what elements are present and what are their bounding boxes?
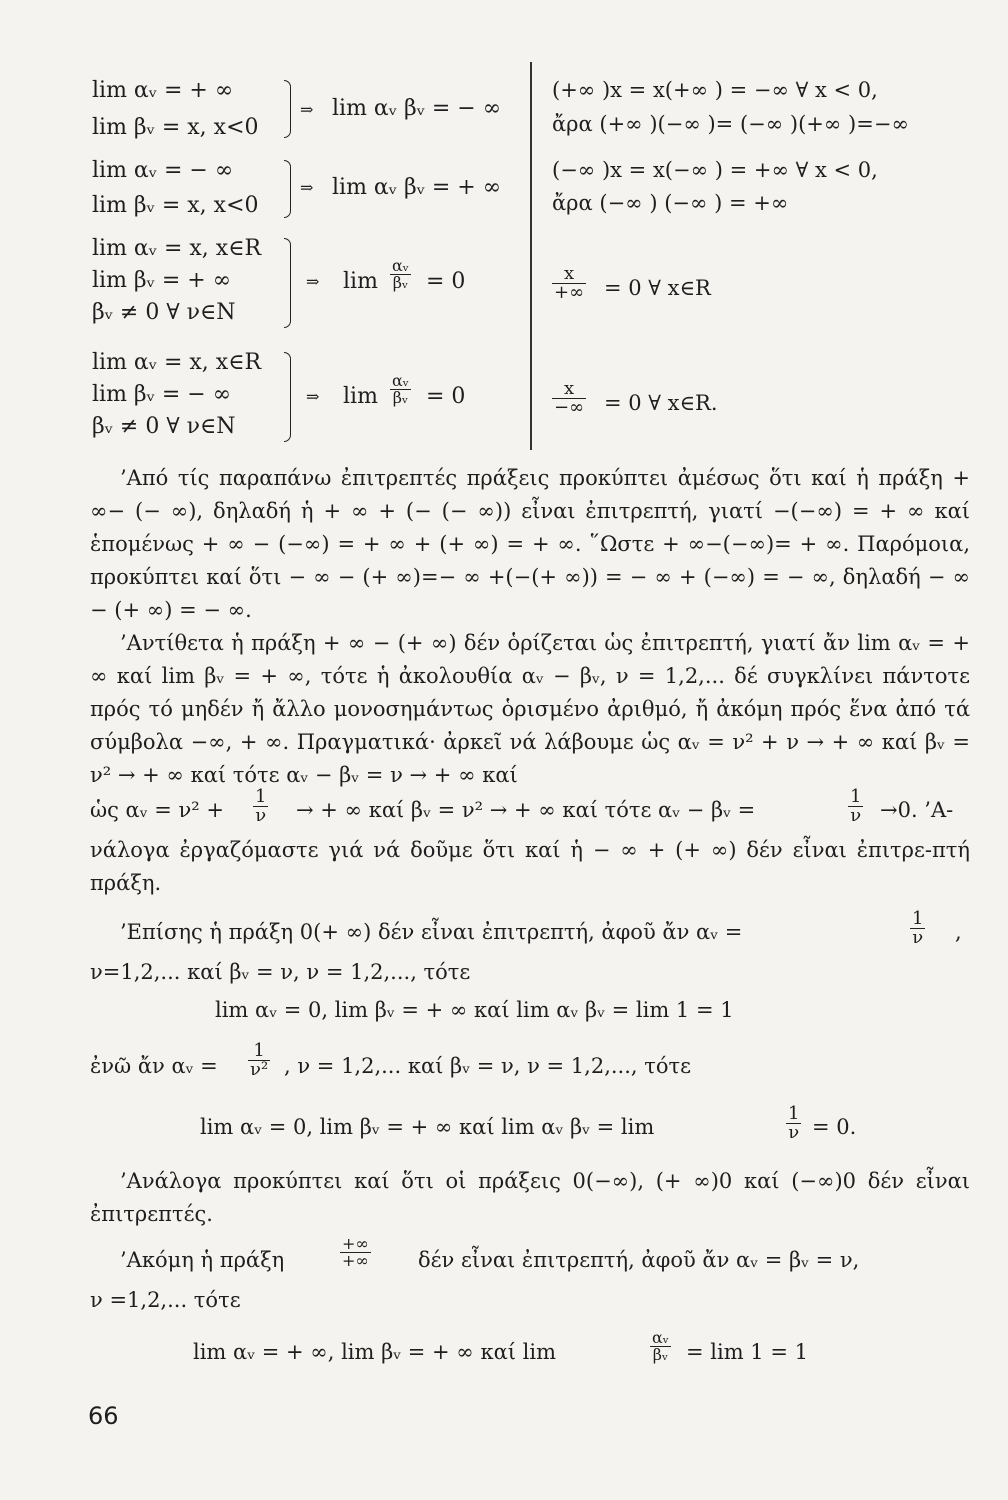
implies-arrow: ⇒ [300,178,314,197]
rule1-right-line1: (+∞ )x = x(+∞ ) = −∞ ∀ x < 0, [552,78,878,102]
rule2-right-line2: ἄρα (−∞ ) (−∞ ) = +∞ [552,191,789,215]
fraction-numerator: x [563,378,575,399]
rule3-right-tail: = 0 ∀ x∈R [604,276,711,300]
page-number: 66 [88,1402,119,1430]
implies-arrow: ⇒ [300,100,314,119]
paragraph-1: ’Από τίς παραπάνω ἐπιτρεπτές πράξεις προκύπτει ἀμέσως ὅτι καί ἡ πράξη + ∞− (− ∞), δηλαδή ἡ + ∞ + (− (− ∞)) εἶναι ἐπιτρεπτή, γιατί −(−∞) = + ∞ καί ἑπομένως + ∞ − (−∞) = + ∞ + (+ ∞) = + ∞. ῞Ωστε + ∞−(−∞)= + ∞. Παρόμοια, προκύπτει καί ὅτι − ∞ − (+ ∞)=− ∞ +(−(+ ∞)) = − ∞ + (−∞) = − ∞, δηλαδή − ∞ − (+ ∞) = − ∞. [90,466,970,622]
equation-2-end: = 0. [812,1115,857,1139]
fraction-denominator: −∞ [554,397,585,418]
table-divider [530,62,532,450]
p2-fraction-2 [848,788,863,825]
fraction-denominator: βᵥ [650,1346,671,1363]
rule4-result-lim: lim [343,384,378,409]
rule4-line3: βᵥ ≠ 0 ∀ ν∈N [92,414,236,439]
equation-1: lim αᵥ = 0, lim βᵥ = + ∞ καί lim αᵥ βᵥ = lim 1 = 1 [215,998,734,1022]
equation-2-fraction [786,1105,801,1142]
rule4-right-fraction [552,380,586,417]
fraction-numerator: αᵥ [392,256,409,275]
rule3-result-fraction [390,258,411,291]
rule2-brace [284,160,291,218]
p6-line-end: δέν εἶναι ἐπιτρεπτή, ἀφοῦ ἄν αᵥ = βᵥ = ν, [418,1248,860,1272]
rule1-right-line2: ἄρα (+∞ )(−∞ )= (−∞ )(+∞ )=−∞ [552,112,909,136]
fraction-numerator: 1 [912,908,924,929]
rule1-result: lim αᵥ βᵥ = − ∞ [332,96,502,121]
rule1-line2: lim βᵥ = x, x<0 [92,115,259,140]
p4-line-end: , ν = 1,2,... καί βᵥ = ν, ν = 1,2,..., τότε [284,1054,691,1078]
p2-fraction-line-end: →0. ’Α- [880,798,954,822]
rule4-line1: lim αᵥ = x, x∈R [92,350,262,375]
fraction-numerator: x [563,263,575,284]
p6-line-start: ’Ακόμη ἡ πράξη [120,1248,285,1272]
equation-3-end: = lim 1 = 1 [686,1340,808,1364]
fraction-denominator: βᵥ [390,389,411,406]
fraction-numerator: 1 [253,1040,265,1061]
fraction-numerator: αᵥ [652,1328,669,1347]
fraction-numerator: 1 [850,786,862,807]
rule3-right-fraction [552,265,586,302]
p6-fraction [340,1236,371,1269]
fraction-numerator: αᵥ [392,371,409,390]
equation-2-start: lim αᵥ = 0, lim βᵥ = + ∞ καί lim αᵥ βᵥ = lim [200,1115,655,1139]
fraction-denominator: +∞ [554,282,585,303]
fraction-denominator: +∞ [342,1251,369,1270]
rule3-brace [284,238,291,328]
rule2-right-line1: (−∞ )x = x(−∞ ) = +∞ ∀ x < 0, [552,158,878,182]
paragraph-5: ’Ανάλογα προκύπτει καί ὅτι οἱ πράξεις 0(−∞), (+ ∞)0 καί (−∞)0 δέν εἶναι ἐπιτρεπτές. [90,1169,970,1226]
equation-3-fraction [650,1330,671,1363]
p3-fraction [910,910,925,947]
p4-line-start: ἐνῶ ἄν αᵥ = [90,1054,218,1078]
paragraph-2: ’Αντίθετα ἡ πράξη + ∞ − (+ ∞) δέν ὁρίζεται ὡς ἐπιτρεπτή, γιατί ἄν lim αᵥ = + ∞ καί lim βᵥ = + ∞, τότε ἡ ἀκολουθία αᵥ − βᵥ, ν = 1,2,... δέ συγκλίνει πάντοτε πρός τό μηδέν ἤ ἄλλο μονοσημάντως ὁρισμένο ἀριθμό, ἤ ἀκόμη πρός ἕνα ἀπό τά σύμβολα −∞, + ∞. Πραγματικά· ἀρκεῖ νά λάβουμε ὡς αᵥ = ν² + ν → + ∞ καί βᵥ = ν² → + ∞ καί τότε αᵥ − βᵥ = ν → + ∞ καί [90,631,970,787]
paragraph-2-continued: νάλογα ἐργαζόμαστε γιά νά δοῦμε ὅτι καί ἡ − ∞ + (+ ∞) δέν εἶναι ἐπιτρε-πτή πράξη. [90,838,970,895]
rule4-result-eq: = 0 [426,384,466,409]
fraction-numerator: 1 [788,1103,800,1124]
rule4-line2: lim βᵥ = − ∞ [92,382,232,407]
fraction-denominator: ν² [250,1059,269,1080]
fraction-denominator: ν [910,928,925,947]
rule3-line3: βᵥ ≠ 0 ∀ ν∈N [92,300,236,325]
implies-arrow: ⇒ [306,387,320,406]
fraction-denominator: ν [253,806,268,825]
fraction-numerator: 1 [255,786,267,807]
rule3-line2: lim βᵥ = + ∞ [92,268,232,293]
p6-line-2: ν =1,2,... τότε [90,1288,241,1312]
p3-comma: , [955,920,962,944]
p4-fraction [248,1042,270,1079]
rule4-right-tail: = 0 ∀ x∈R. [604,391,718,415]
p2-fraction-line-start: ὡς αᵥ = ν² + [90,798,224,822]
rule4-result-fraction [390,373,411,406]
fraction-numerator: +∞ [342,1234,369,1253]
rule2-line2: lim βᵥ = x, x<0 [92,193,259,218]
implies-arrow: ⇒ [306,272,320,291]
equation-3-start: lim αᵥ = + ∞, lim βᵥ = + ∞ καί lim [193,1340,557,1364]
p2-fraction-line-middle: → + ∞ καί βᵥ = ν² → + ∞ καί τότε αᵥ − βᵥ = [296,798,756,822]
p2-fraction-1 [253,788,268,825]
fraction-denominator: βᵥ [390,274,411,291]
fraction-denominator: ν [848,806,863,825]
p3-line-2: ν=1,2,... καί βᵥ = ν, ν = 1,2,..., τότε [90,960,471,984]
rule3-result-eq: = 0 [426,269,466,294]
p3-line-start: ’Επίσης ἡ πράξη 0(+ ∞) δέν εἶναι ἐπιτρεπτή, ἀφοῦ ἄν αᵥ = [120,920,743,944]
fraction-denominator: ν [786,1123,801,1142]
rule1-line1: lim αᵥ = + ∞ [92,78,234,103]
rule3-result-lim: lim [343,269,378,294]
rule3-line1: lim αᵥ = x, x∈R [92,236,262,261]
rule2-result: lim αᵥ βᵥ = + ∞ [332,175,502,200]
rule1-brace [284,80,291,138]
rule2-line1: lim αᵥ = − ∞ [92,158,234,183]
rule4-brace [284,352,291,442]
